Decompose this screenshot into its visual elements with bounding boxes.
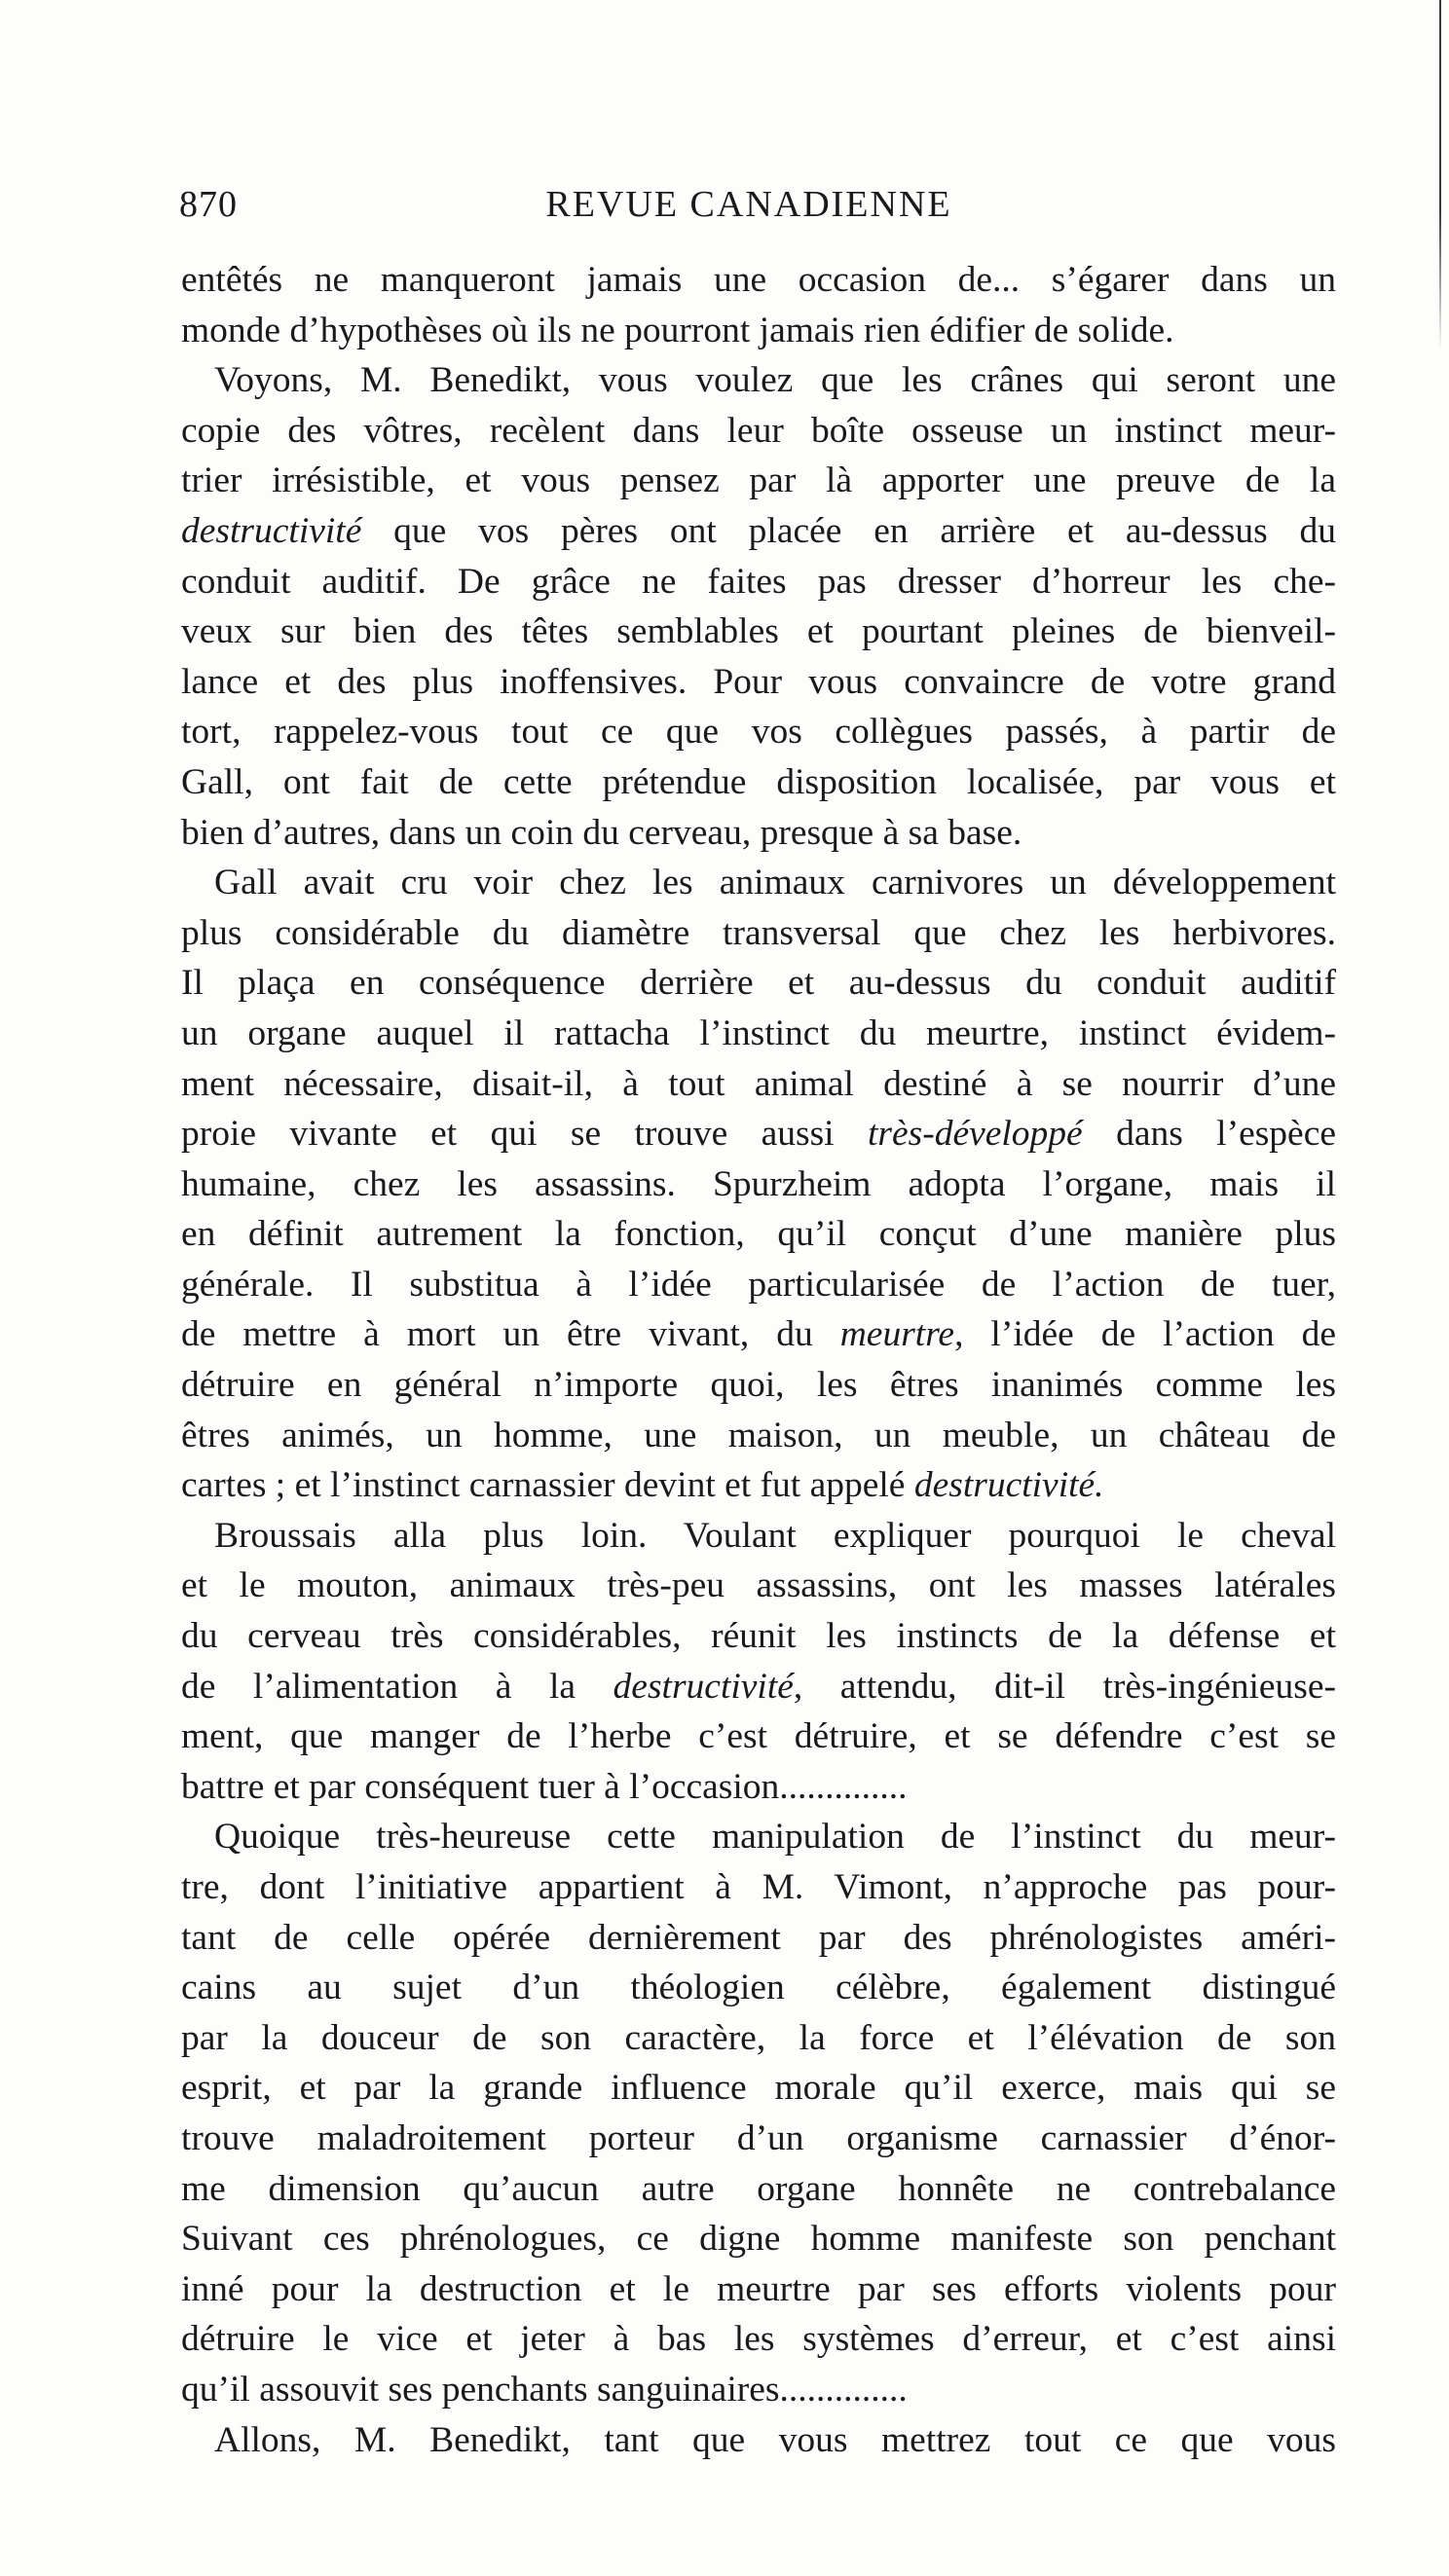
text-segment: Voyons, M. Benedikt, vous voulez que les crânes qui seront une: [214, 360, 1336, 401]
text-line: [181, 1209, 1336, 1260]
text-line: [181, 858, 1336, 908]
text-segment: Gall, ont fait de cette prétendue disposition localisée, par vous et: [181, 761, 1336, 802]
text-line: [181, 557, 1336, 607]
text-line: [181, 1711, 1336, 1762]
text-segment: que vos pères ont placée en arrière et au-dessus du: [361, 510, 1336, 551]
text-line: [181, 1059, 1336, 1110]
text-segment: cartes ; et l’instinct carnassier devint et fut appelé: [181, 1465, 914, 1506]
text-segment: en définit autrement la fonction, qu’il conçut d’une manière plus: [181, 1214, 1336, 1255]
text-line: [181, 2365, 1336, 2415]
text-segment: , l’idée de l’action de: [954, 1314, 1336, 1355]
text-line: [181, 1260, 1336, 1310]
text-line: [181, 2013, 1336, 2064]
text-line: [181, 1159, 1336, 1210]
text-line: [181, 2264, 1336, 2315]
text-line: [181, 707, 1336, 757]
text-segment: un organe auquel il rattacha l’instinct du meurtre, instinct évidem-: [181, 1012, 1336, 1053]
text-segment: dans l’espèce: [1082, 1114, 1336, 1155]
text-segment: Broussais alla plus loin. Voulant expliquer pourquoi le cheval: [214, 1515, 1336, 1556]
text-line: [181, 1360, 1336, 1411]
text-segment: Gall avait cru voir chez les animaux carnivores un développement: [214, 863, 1336, 903]
text-line: [181, 657, 1336, 708]
text-segment: Il plaça en conséquence derrière et au-dessus du conduit auditif: [181, 963, 1336, 1004]
text-segment: bien d’autres, dans un coin du cerveau, presque à sa base.: [181, 812, 1022, 853]
text-segment: copie des vôtres, recèlent dans leur boîte osseuse un instinct meur-: [181, 410, 1336, 451]
text-segment: tort, rappelez-vous tout ce que vos collègues passés, à partir de: [181, 712, 1336, 753]
text-segment: humaine, chez les assassins. Spurzheim adopta l’organe, mais il: [181, 1163, 1336, 1204]
text-segment: monde d’hypothèses où ils ne pourront jamais rien édifier de solide.: [181, 310, 1174, 350]
page-header: [179, 183, 1319, 241]
italic-text: destructivité.: [913, 1465, 1104, 1506]
italic-text: meurtre: [839, 1314, 955, 1355]
text-line: [181, 607, 1336, 657]
text-segment: et le mouton, animaux très-peu assassins, ont les masses latérales: [181, 1565, 1336, 1606]
text-line: [181, 1411, 1336, 1461]
text-segment: conduit auditif. De grâce ne faites pas dresser d’horreur les che-: [181, 561, 1336, 602]
text-line: [181, 2314, 1336, 2365]
text-segment: plus considérable du diamètre transversal que chez les herbivores.: [181, 912, 1336, 953]
text-line: [181, 1762, 1336, 1813]
text-segment: , attendu, dit-il très-ingénieuse-: [793, 1666, 1336, 1707]
text-line: [181, 2415, 1336, 2466]
text-line: [181, 2063, 1336, 2114]
text-segment: ment, que manger de l’herbe c’est détruire, et se défendre c’est se: [181, 1716, 1336, 1757]
body-text: [181, 255, 1336, 2465]
text-segment: entêtés ne manqueront jamais une occasion de... s’égarer dans un: [181, 260, 1336, 300]
text-line: [181, 808, 1336, 859]
text-segment: lance et des plus inoffensives. Pour vous convaincre de votre grand: [181, 661, 1336, 702]
text-line: [181, 1460, 1336, 1511]
italic-text: destructivité: [181, 510, 362, 551]
text-line: [181, 1309, 1336, 1360]
text-segment: Quoique très-heureuse cette manipulation de l’instinct du meur-: [214, 1817, 1336, 1858]
text-line: [181, 1913, 1336, 1964]
text-segment: me dimension qu’aucun autre organe honnête ne contrebalance: [181, 2168, 1336, 2209]
text-segment: inné pour la destruction et le meurtre par ses efforts violents pour: [181, 2268, 1336, 2309]
text-line: [181, 2164, 1336, 2215]
text-segment: de mettre à mort un être vivant, du: [181, 1314, 840, 1355]
text-line: [181, 908, 1336, 959]
text-line: [181, 306, 1336, 356]
italic-text: destructivité: [613, 1666, 794, 1707]
text-segment: détruire le vice et jeter à bas les systèmes d’erreur, et c’est ainsi: [181, 2319, 1336, 2360]
text-line: [181, 406, 1336, 457]
text-segment: esprit, et par la grande influence morale qu’il exerce, mais qui se: [181, 2068, 1336, 2109]
text-line: [181, 958, 1336, 1009]
text-line: [181, 2114, 1336, 2164]
text-line: [181, 355, 1336, 406]
text-line: [181, 506, 1336, 557]
text-segment: Suivant ces phrénologues, ce digne homme manifeste son penchant: [181, 2219, 1336, 2260]
text-segment: détruire en général n’importe quoi, les êtres inanimés comme les: [181, 1365, 1336, 1406]
text-segment: êtres animés, un homme, une maison, un meuble, un château de: [181, 1415, 1336, 1455]
text-line: [181, 757, 1336, 808]
text-segment: qu’il assouvit ses penchants sanguinaires..............: [181, 2369, 908, 2410]
text-segment: ment nécessaire, disait-il, à tout animal destiné à se nourrir d’une: [181, 1063, 1336, 1104]
text-segment: tant de celle opérée dernièrement par des phrénologistes améri-: [181, 1917, 1336, 1958]
text-line: [181, 456, 1336, 506]
text-line: [181, 1611, 1336, 1662]
text-line: [181, 2214, 1336, 2264]
text-segment: tre, dont l’initiative appartient à M. Vimont, n’approche pas pour-: [181, 1867, 1336, 1907]
page-number: 870: [179, 184, 238, 225]
text-segment: du cerveau très considérables, réunit les instincts de la défense et: [181, 1616, 1336, 1657]
page-edge-line: [1439, 0, 1441, 350]
running-title: REVUE CANADIENNE: [545, 184, 952, 225]
text-line: [181, 1561, 1336, 1611]
text-line: [181, 1662, 1336, 1712]
text-segment: trier irrésistible, et vous pensez par là apporter une preuve de la: [181, 460, 1336, 501]
text-segment: Allons, M. Benedikt, tant que vous mettrez tout ce que vous: [214, 2419, 1336, 2460]
text-line: [181, 1511, 1336, 1562]
text-line: [181, 1862, 1336, 1913]
text-line: [181, 1009, 1336, 1059]
text-segment: cains au sujet d’un théologien célèbre, également distingué: [181, 1968, 1336, 2008]
text-line: [181, 1812, 1336, 1862]
italic-text: très-développé: [867, 1114, 1083, 1155]
text-line: [181, 1109, 1336, 1159]
text-segment: veux sur bien des têtes semblables et pourtant pleines de bienveil-: [181, 611, 1336, 652]
text-segment: de l’alimentation à la: [181, 1666, 613, 1707]
text-segment: proie vivante et qui se trouve aussi: [181, 1114, 868, 1155]
text-segment: générale. Il substitua à l’idée particularisée de l’action de tuer,: [181, 1264, 1336, 1305]
text-line: [181, 1963, 1336, 2013]
text-segment: battre et par conséquent tuer à l’occasion..............: [181, 1766, 908, 1807]
text-segment: trouve maladroitement porteur d’un organisme carnassier d’énor-: [181, 2117, 1336, 2158]
text-segment: par la douceur de son caractère, la force et l’élévation de son: [181, 2017, 1336, 2058]
text-line: [181, 255, 1336, 306]
